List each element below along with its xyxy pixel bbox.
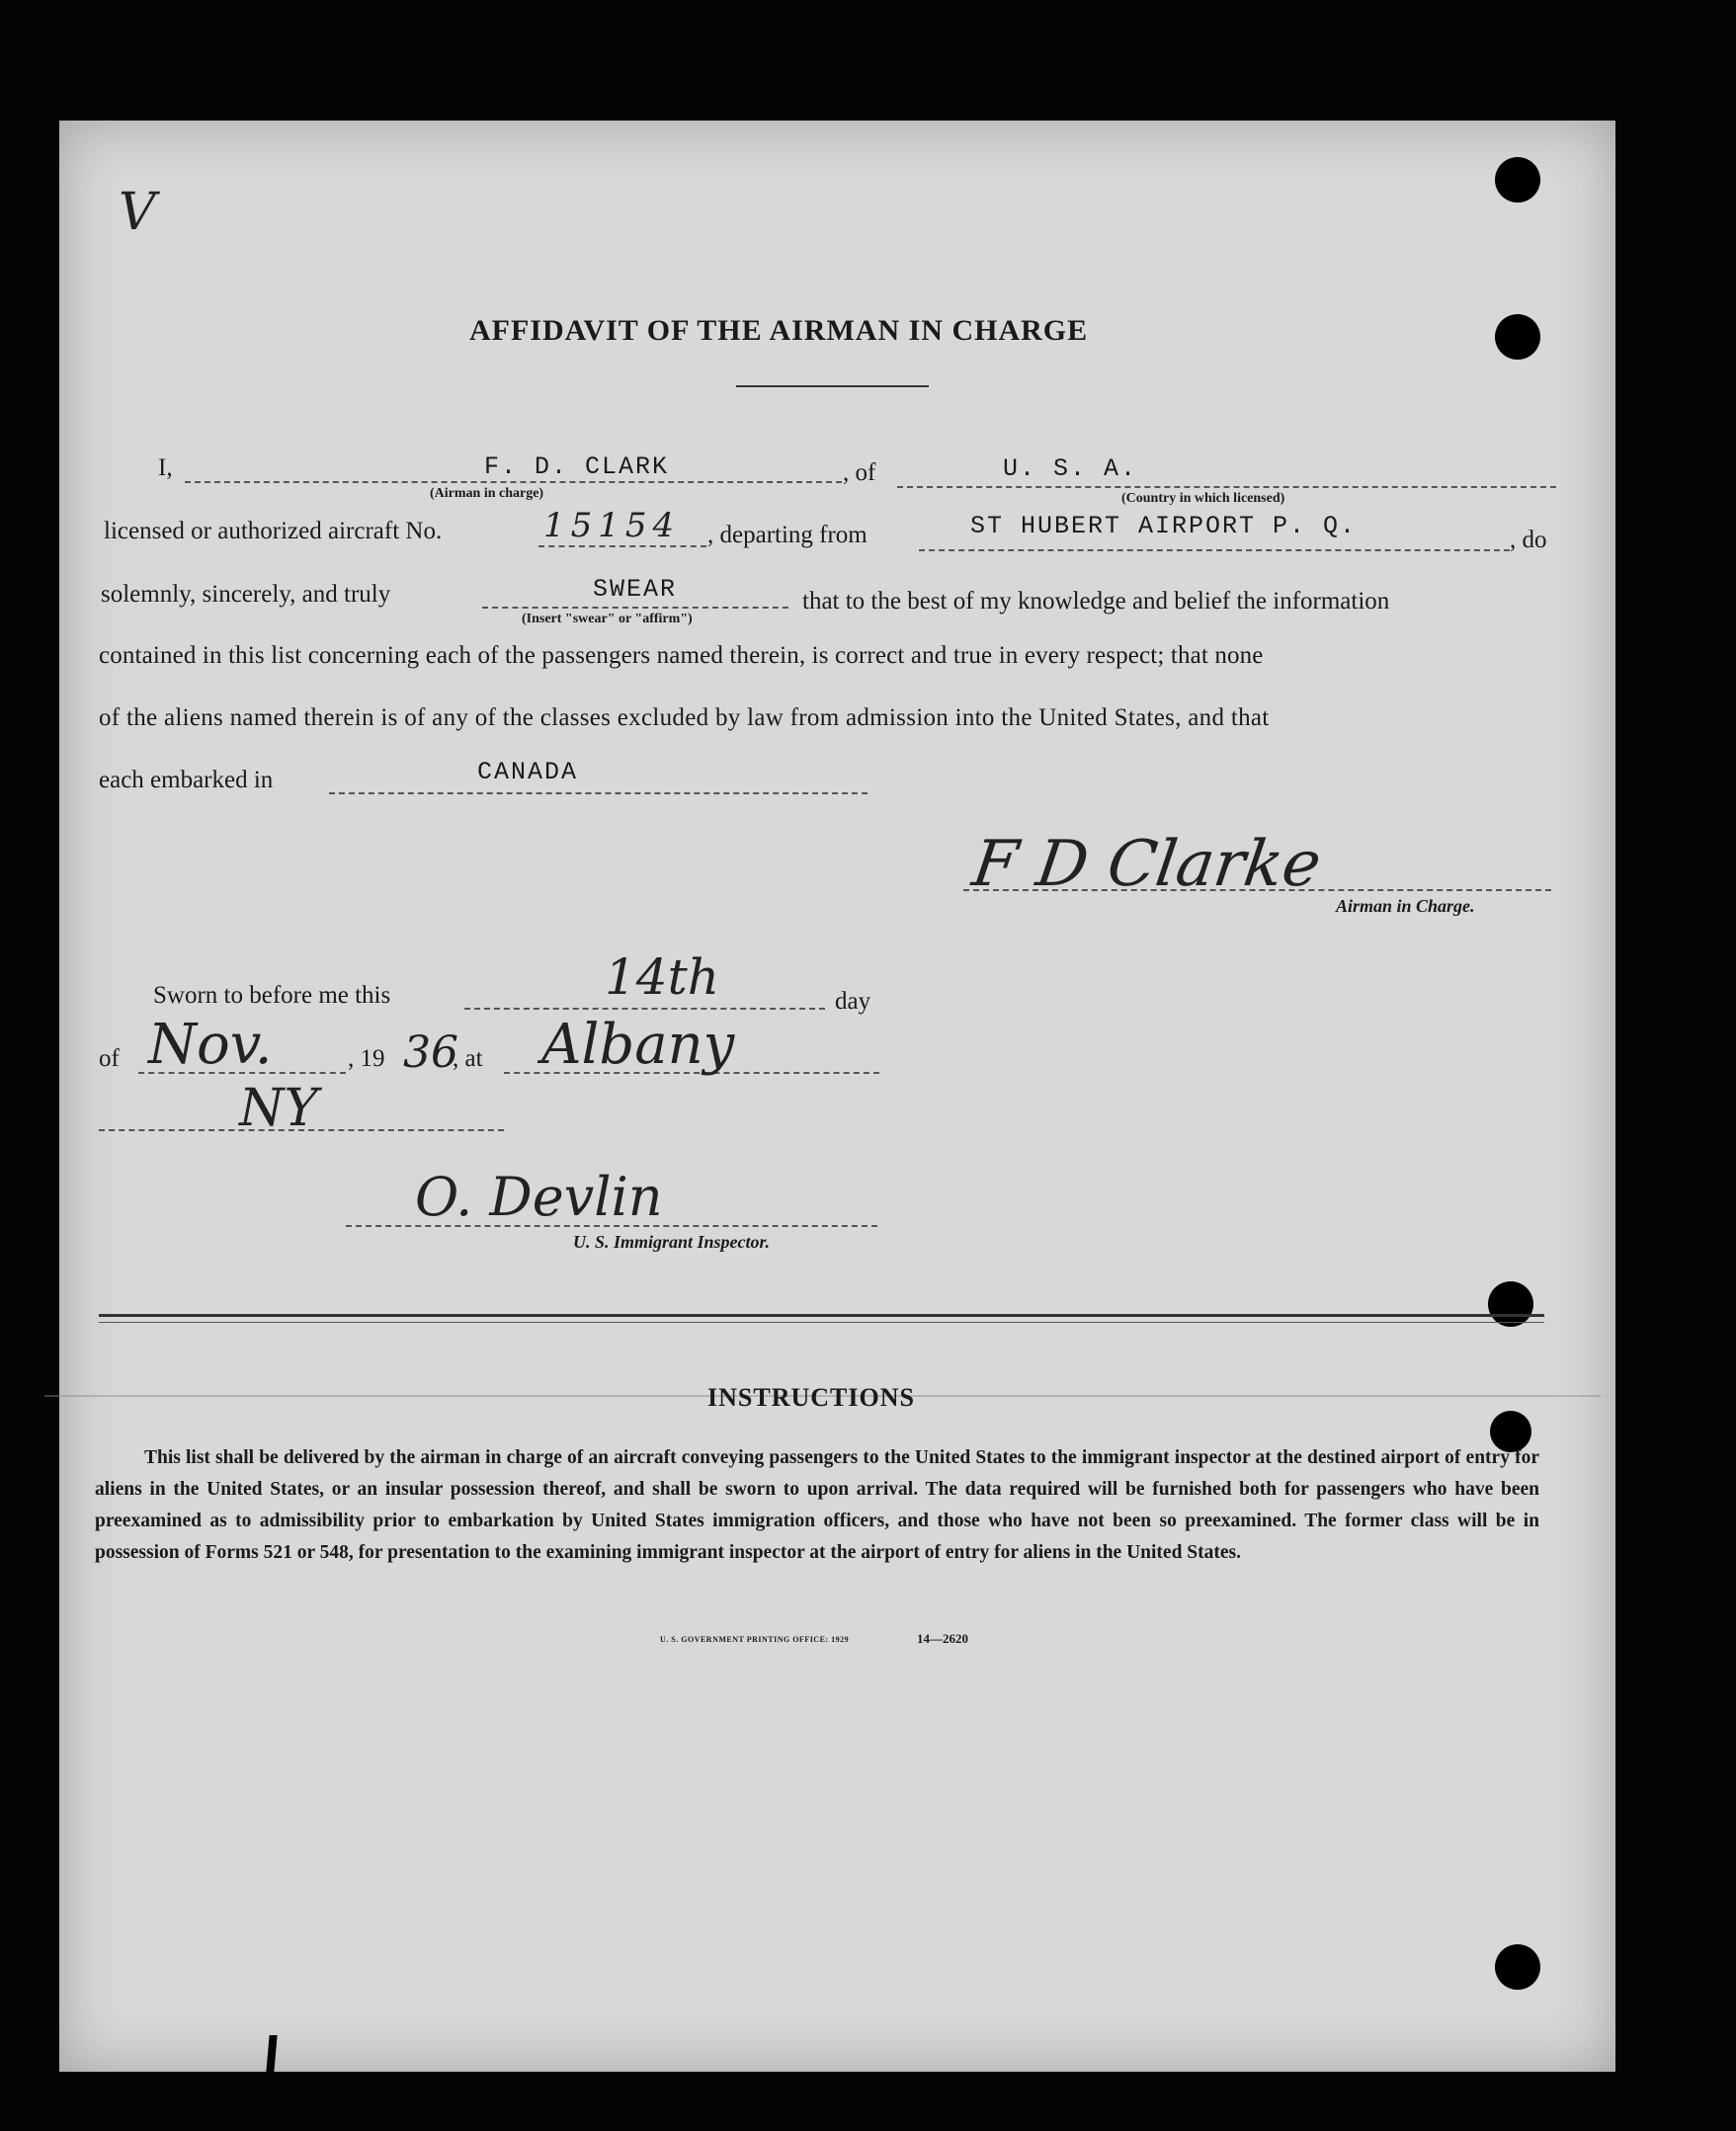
embarked-field: CANADA [477,758,579,786]
country-caption: (Country in which licensed) [1121,491,1285,506]
airman-signature-line [963,889,1551,891]
line2-prefix: licensed or authorized aircraft No. [104,518,443,544]
airman-signature: F D Clarke [967,828,1326,901]
line6-prefix: each embarked in [99,767,274,793]
line3-suffix: that to the best of my knowledge and belief the information [802,588,1390,615]
page-title: AFFIDAVIT OF THE AIRMAN IN CHARGE [469,314,1089,347]
corner-mark: V [119,183,156,242]
embarked-line [329,792,868,794]
punch-hole [1495,314,1540,360]
line2-suffix: , do [1510,527,1547,553]
year-field: 36 [403,1027,458,1078]
inspector-signature-line [346,1225,877,1227]
line3-prefix: solemnly, sincerely, and truly [101,581,391,608]
line5-text: of the aliens named therein is of any of the classes excluded by law from admission into the United States, and that [99,704,1270,731]
country-field: U. S. A. [1003,454,1138,483]
aircraft-no-field: 15154 [543,506,681,545]
airman-caption: (Airman in charge) [430,486,544,501]
sworn-day-field: 14th [605,948,719,1006]
instructions-title: INSTRUCTIONS [707,1383,915,1412]
year-prefix: , 19 [348,1045,385,1072]
sworn-day-line [464,1008,825,1010]
departure-field: ST HUBERT AIRPORT P. Q. [970,512,1358,540]
printer-imprint: U. S. GOVERNMENT PRINTING OFFICE: 1929 [660,1635,850,1644]
punch-hole [1488,1281,1533,1327]
sworn-of: of [99,1045,120,1072]
sworn-day-word: day [835,988,871,1015]
airman-name-line [185,481,842,483]
title-underline [736,385,929,387]
form-number: 14—2620 [917,1631,968,1646]
section-divider [99,1322,1544,1323]
oath-caption: (Insert "swear" or "affirm") [522,612,693,626]
line2-departing: , departing from [707,522,868,548]
place-field: Albany [541,1013,735,1077]
section-divider [99,1314,1544,1317]
line4-text: contained in this list concerning each of the passengers named therein, is correct and true in every respect; that none [99,642,1264,669]
airman-signature-caption: Airman in Charge. [1336,896,1475,916]
sworn-at: , at [453,1045,483,1072]
oath-field: SWEAR [593,575,678,604]
punch-hole [1495,157,1540,203]
instructions-text: This list shall be delivered by the airman in charge of an aircraft conveying passengers to the United States to the immigrant inspector at the destined airport of entry for aliens in the United States, or an insular possession thereof, and shall be sworn to upon arrival. The data required will be furnished both for passengers who have been preexamined as to admissibility prior to embarkation by United States immigration officers, and those who have not been so preexamined. The former class will be in possession of Forms 521 or 548, for presentation to the examining immigrant inspector at the airport of entry for aliens in the United States. [95,1447,1539,1563]
oath-line [482,607,788,609]
airman-name-field: F. D. CLARK [484,452,670,481]
aircraft-no-line [538,545,706,547]
departure-line [919,549,1510,551]
country-line [897,486,1556,488]
line1-prefix: I, [158,454,173,481]
inspector-caption: U. S. Immigrant Inspector. [573,1232,771,1252]
line1-of: , of [843,459,876,486]
inspector-signature: O. Devlin [415,1166,663,1228]
month-field: Nov. [148,1013,273,1077]
punch-hole [1495,1944,1540,1990]
state-field: NY [239,1079,318,1138]
sworn-prefix: Sworn to before me this [153,982,391,1009]
